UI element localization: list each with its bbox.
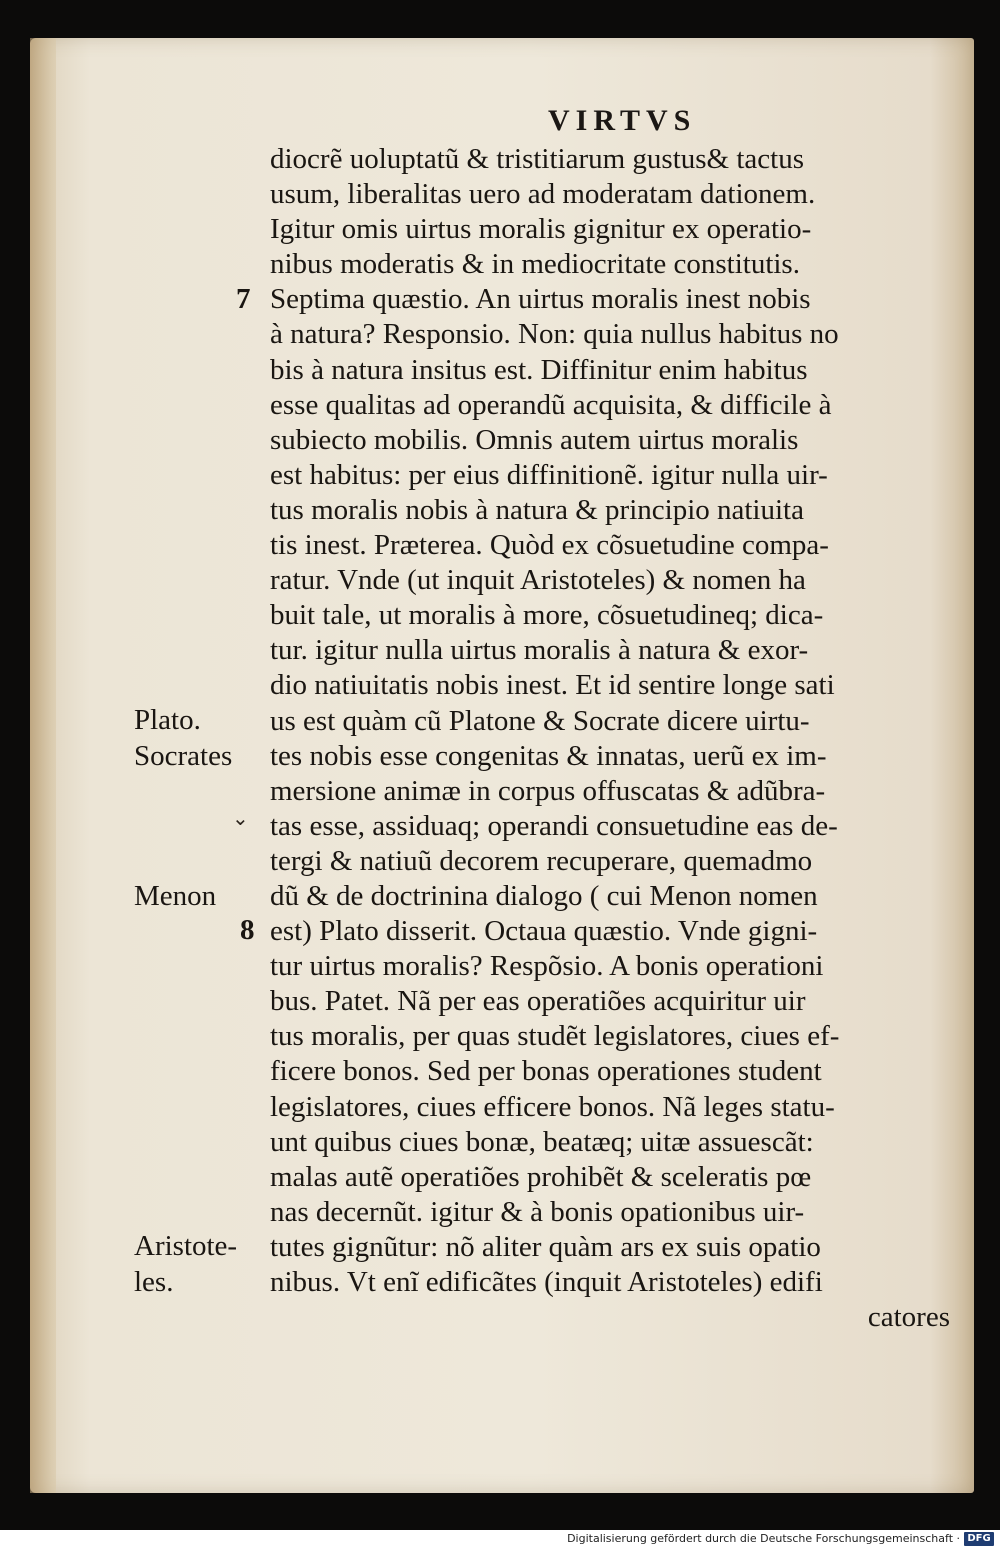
- text-line: bis à natura insitus est. Diffinitur enim habitus: [270, 353, 808, 386]
- text-line: subiecto mobilis. Omnis autem uirtus moralis: [270, 423, 799, 456]
- text-line: est habitus: per eius diffinitionẽ. igitur nulla uir-: [270, 458, 828, 491]
- text-line: tas esse, assiduaq; operandi consuetudine eas de-: [270, 809, 838, 842]
- footer-credit: Digitalisierung gefördert durch die Deutsche Forschungsgemeinschaft ·: [567, 1532, 960, 1545]
- question-number-8: 8: [240, 914, 255, 946]
- catchword: catores: [867, 1301, 950, 1334]
- margin-note-socrates: Socrates: [134, 740, 233, 772]
- text-line: diocrẽ uoluptatũ & tristitiarum gustus& tactus: [270, 143, 805, 175]
- question-number-7: 7: [236, 283, 251, 315]
- running-head: VIRTVS: [548, 104, 697, 137]
- margin-note-menon: Menon: [134, 880, 217, 912]
- text-line: tus moralis, per quas studẽt legislatores, ciues ef-: [270, 1020, 840, 1053]
- text-line: legislatores, ciues efficere bonos. Nã leges statu-: [270, 1090, 835, 1123]
- text-line: malas autẽ operatiões prohibẽt & sceleratis pœ: [270, 1160, 812, 1193]
- text-line: nibus. Vt enĩ edificãtes (inquit Aristoteles) edifi: [270, 1266, 823, 1298]
- margin-note-aristoteles: Aristote-: [134, 1230, 238, 1262]
- text-line: usum, liberalitas uero ad moderatam dationem.: [270, 178, 816, 211]
- text-line: Septima quæstio. An uirtus moralis inest nobis: [270, 283, 811, 316]
- text-line: mersione animæ in corpus offuscatas & adũbra-: [270, 774, 826, 807]
- text-line: tergi & natiuũ decorem recuperare, quemadmo: [270, 844, 813, 877]
- text-line: Igitur omis uirtus moralis gignitur ex operatio-: [270, 213, 812, 246]
- text-line: esse qualitas ad operandũ acquisita, & difficile à: [270, 388, 832, 421]
- margin-mark: ⌄: [232, 806, 249, 830]
- text-line: us est quàm cũ Platone & Socrate dicere uirtu-: [270, 704, 810, 737]
- body-text: [270, 142, 950, 1335]
- text-line: dio natiuitatis nobis inest. Et id sentire longe sati: [270, 669, 835, 702]
- text-line: à natura? Responsio. Non: quia nullus habitus no: [270, 318, 839, 351]
- digitization-footer: [0, 1530, 1000, 1549]
- text-line: tutes gignũtur: nõ aliter quàm ars ex suis opatio: [270, 1230, 821, 1263]
- text-line: est) Plato disserit. Octaua quæstio. Vnde gigni-: [270, 915, 818, 948]
- text-line: dũ & de doctrinina dialogo ( cui Menon nomen: [270, 879, 818, 912]
- text-line: tur uirtus moralis? Respõsio. A bonis operationi: [270, 950, 824, 983]
- text-line: ratur. Vnde (ut inquit Aristoteles) & nomen ha: [270, 564, 806, 597]
- text-line: ficere bonos. Sed per bonas operationes student: [270, 1055, 822, 1088]
- text-line: nibus moderatis & in mediocritate constitutis.: [270, 248, 800, 281]
- text-line: nas decernũt. igitur & à bonis opationibus uir-: [270, 1195, 805, 1228]
- margin-note-plato: Plato.: [134, 704, 201, 736]
- text-line: bus. Patet. Nã per eas operatiões acquiritur uir: [270, 985, 806, 1018]
- page-gutter-shadow: [30, 38, 56, 1493]
- text-line: buit tale, ut moralis à more, cõsuetudineq; dica-: [270, 599, 824, 632]
- text-line: unt quibus ciues bonæ, beatæq; uitæ assuescãt:: [270, 1125, 814, 1158]
- text-line: tes nobis esse congenitas & innatas, uerũ ex im-: [270, 739, 827, 772]
- text-line: tur. igitur nulla uirtus moralis à natura & exor-: [270, 634, 809, 667]
- text-line: tis inest. Præterea. Quòd ex cõsuetudine compa-: [270, 529, 829, 562]
- margin-note-aristoteles-cont: les.: [134, 1266, 174, 1298]
- text-line: tus moralis nobis à natura & principio natiuita: [270, 493, 804, 526]
- dfg-logo-icon: DFG: [964, 1532, 994, 1546]
